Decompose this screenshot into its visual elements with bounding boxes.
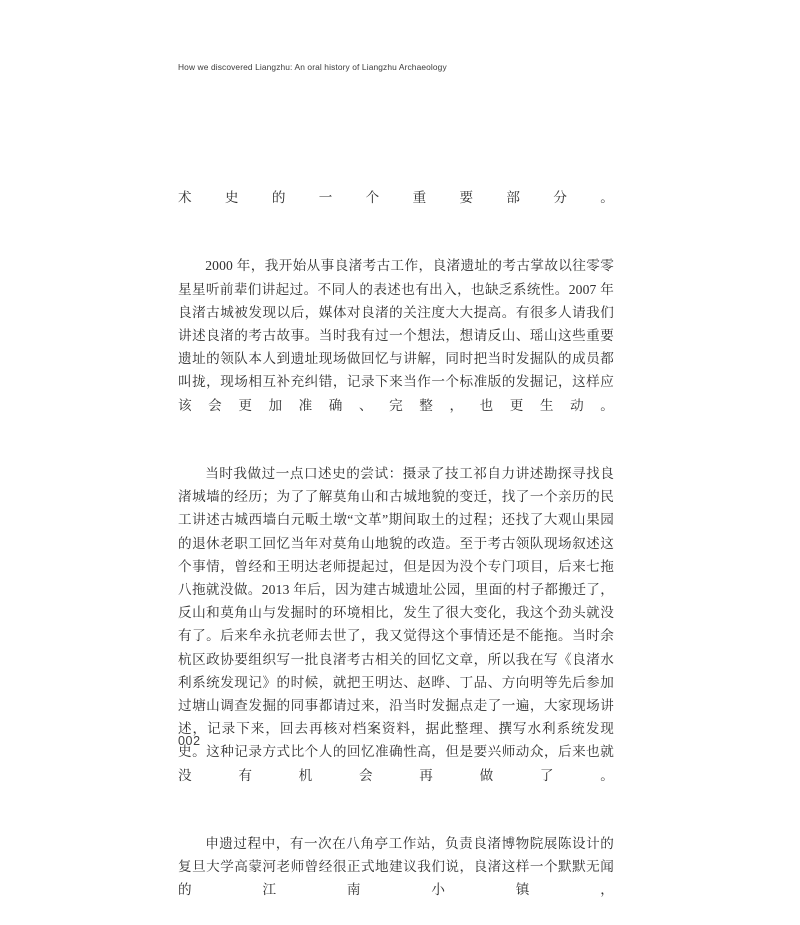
paragraph-oral-history-attempt: 当时我做过一点口述史的尝试：摄录了技工祁自力讲述勘探寻找良渚城墙的经历；为了了解莫角山和古城地貌的变迁，找了一个亲历的民工讲述古城西墙白元畈土墩“文革”期间取土的过程；还找了大观山果园的退休老职工回忆当年对莫角山地貌的改造。至于考古领队现场叙述这个事情，曾经和王明达老师提起过，但是因为没个专门项目，后来七拖八拖就没做。2013 年后，因为建古城遗址公园，里面的村子都搬迁了，反山和莫角山与发掘时的环境相比，发生了很大变化，我这个劲头就没有了。后来牟永抗老师去世了，我又觉得这个事情还是不能拖。当时余杭区政协要组织写一批良渚考古相关的回忆文章，所以我在写《良渚水利系统发现记》的时候，就把王明达、赵晔、丁品、方向明等先后参加过塘山调查发掘的同事都请过来，沿当时发掘点走了一遍，大家现场讲述，记录下来，回去再核对档案资料，据此整理、撰写水利系统发现史。这种记录方式比个人的回忆准确性高，但是要兴师动众，后来也就没有机会再做了。 [178, 466, 614, 783]
page-number: 002 [178, 734, 201, 748]
paragraph-2000-fieldwork: 2000 年，我开始从事良渚考古工作，良渚遗址的考古掌故以往零零星星听前辈们讲起过。不同人的表述也有出入，也缺乏系统性。2007 年良渚古城被发现以后，媒体对良渚的关注度大大提高。有很多人请我们讲述良渚的考古故事。当时我有过一个想法，想请反山、瑶山这些重要遗址的领队本人到遗址现场做回忆与讲解，同时把当时发掘队的成员都叫拢，现场相互补充纠错，记录下来当作一个标准版的发掘记，这样应该会更加准确、完整，也更生动。 [178, 258, 614, 413]
paragraph-application-process: 申遗过程中，有一次在八角亭工作站，负责良渚博物院展陈设计的复旦大学高蒙河老师曾经很正式地建议我们说，良渚这样一个默默无闻的江南小镇， [178, 836, 614, 898]
paragraph-continued-opening: 术史的一个重要部分。 [178, 190, 614, 205]
running-head: How we discovered Liangzhu: An oral history of Liangzhu Archaeology [178, 62, 447, 72]
body-text-column [178, 186, 614, 925]
